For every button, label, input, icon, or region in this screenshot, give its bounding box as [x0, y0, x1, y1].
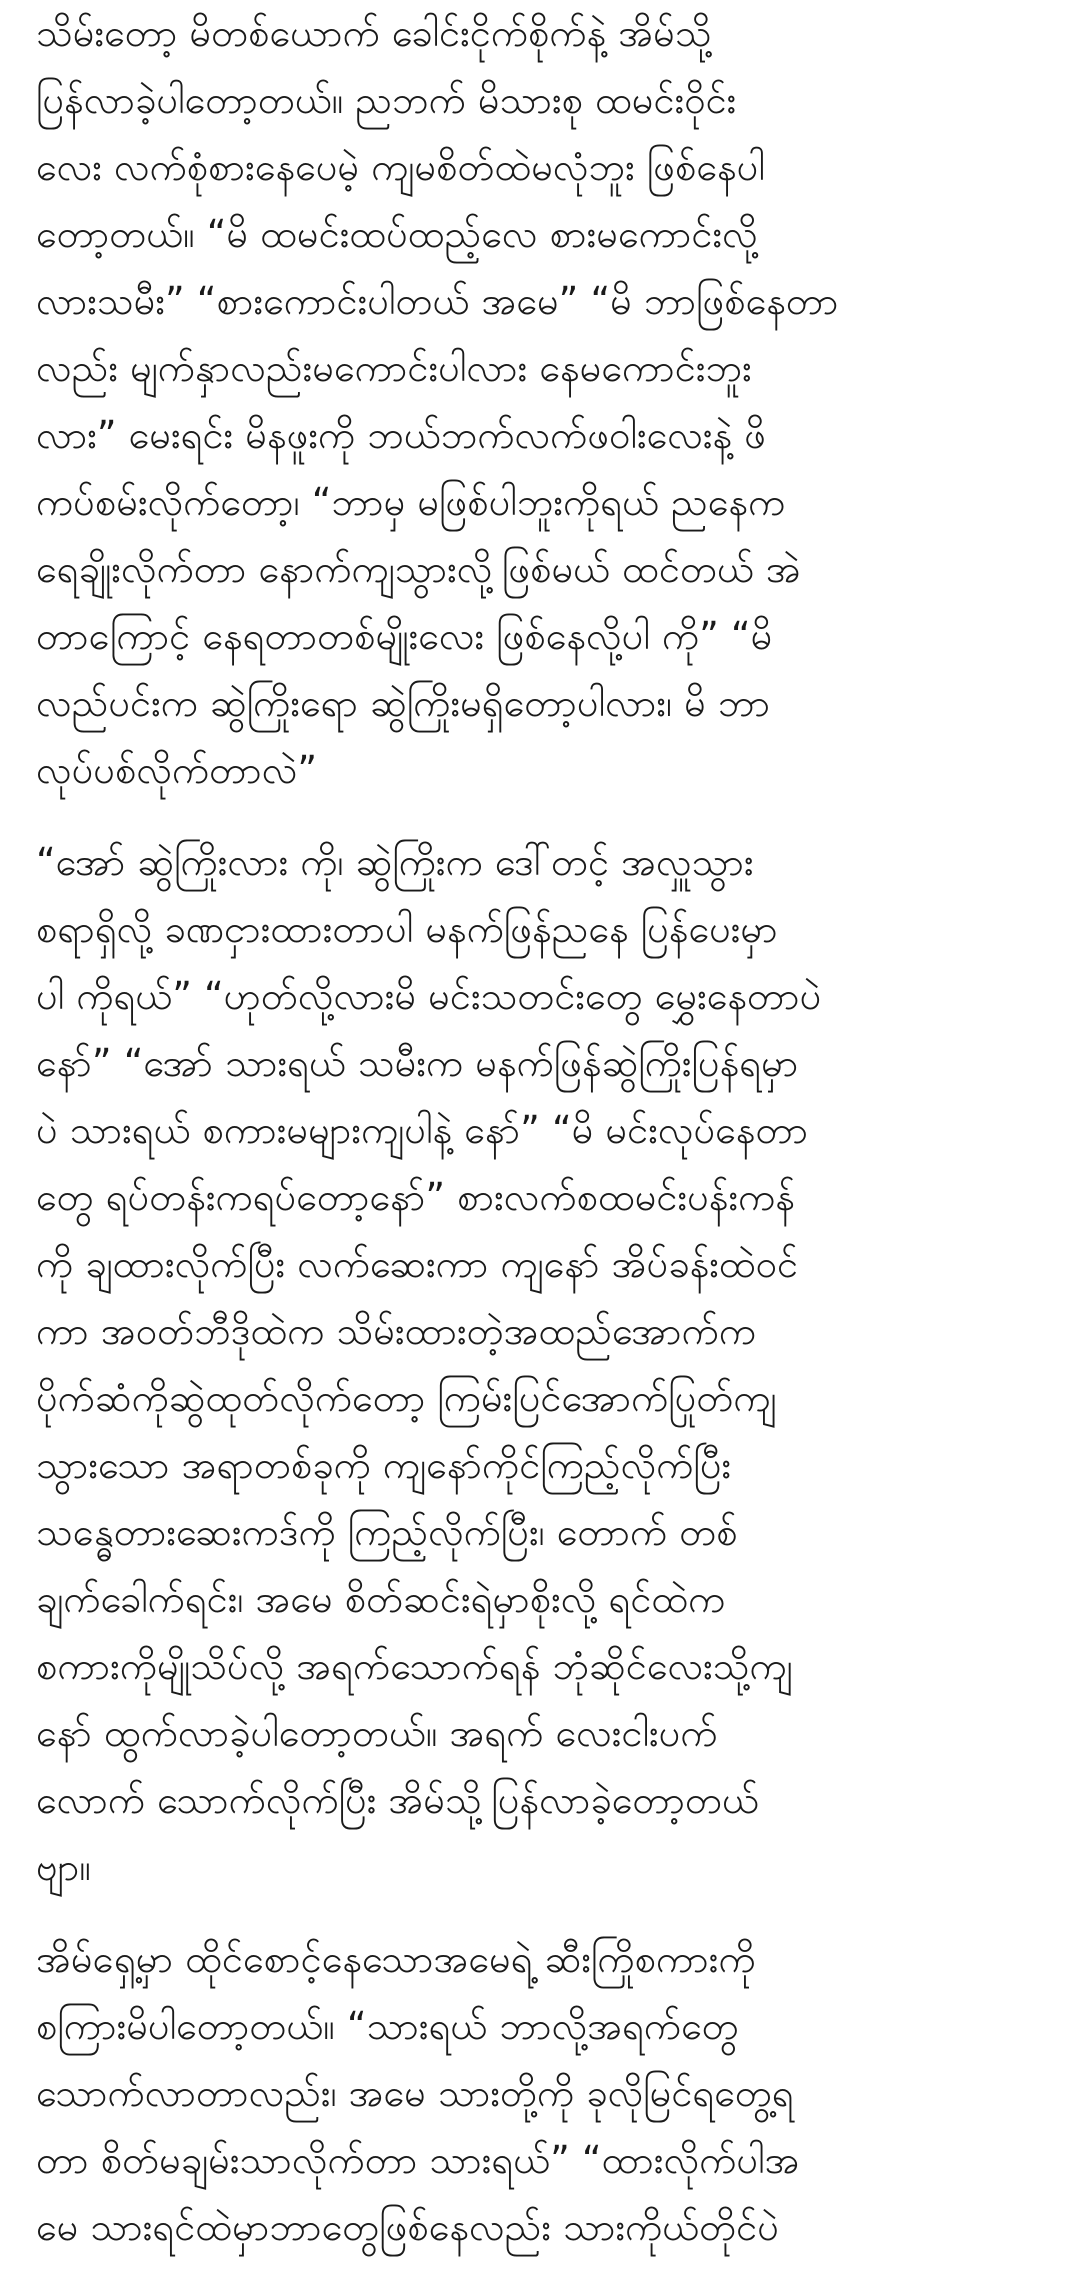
text-line: တော့တယ်။ “မိ ထမင်းထပ်ထည့်လေ စားမကောင်းလို့ [36, 212, 758, 256]
text-line: “အော် ဆွဲကြိုးလား ကို၊ ဆွဲကြိုးက ဒေါ်တင့် အလှူသွား [36, 840, 754, 884]
text-line: နော် ထွက်လာခဲ့ပါတော့တယ်။ အရက် လေးငါးပက် [36, 1711, 718, 1755]
text-line: လောက် သောက်လိုက်ပြီး အိမ်သို့ပြန်လာခဲ့တော့တယ် [36, 1778, 759, 1822]
text-line: စကြားမိပါတော့တယ်။ “သားရယ် ဘာလို့အရက်တွေ [36, 2004, 739, 2048]
text-line: တာ စိတ်မချမ်းသာလိုက်တာ သားရယ်” “ထားလိုက်ပါအ [36, 2138, 800, 2182]
text-line: သန္ဓေတားဆေးကဒ်ကို ကြည့်လိုက်ပြီး၊ တောက် တစ် [36, 1510, 738, 1554]
story-paragraph-3 [36, 1926, 1050, 2261]
story-paragraph-2 [36, 829, 1050, 1901]
text-line: တွေ ရပ်တန်းကရပ်တော့နော်” စားလက်စထမင်းပန်းကန် [36, 1175, 795, 1219]
text-line: မေ သားရင်ထဲမှာဘာတွေဖြစ်နေလည်း သားကိုယ်တိုင်ပဲ [36, 2205, 779, 2249]
text-line: ကပ်စမ်းလိုက်တော့၊ “ဘာမှ မဖြစ်ပါဘူးကိုရယ် ညနေက [36, 480, 786, 524]
text-line: သွားသော အရာတစ်ခုကို ကျနော်ကိုင်ကြည့်လိုက်ပြီး [36, 1443, 732, 1487]
text-line: ပဲ သားရယ် စကားမများကျပါနဲ့ နော်” “မိ မင်းလုပ်နေတာ [36, 1108, 809, 1152]
text-line: ဗျာ။ [36, 1845, 91, 1889]
text-line: ကာ အဝတ်ဘီဒိုထဲက သိမ်းထားတဲ့အထည်အောက်က [36, 1309, 756, 1353]
text-line: ပြန်လာခဲ့ပါတော့တယ်။ ညဘက် မိသားစု ထမင်းဝိုင်း [36, 78, 737, 122]
text-line: စကားကိုမျိုသိပ်လို့ အရက်သောက်ရန် ဘုံဆိုင်လေးသို့ကျ [36, 1644, 793, 1688]
text-line: အိမ်ရှေ့မှာ ထိုင်စောင့်နေသောအမေရဲ့ ဆီးကြိုစကားကို [36, 1937, 756, 1981]
text-line: လား” မေးရင်း မိနဖူးကို ဘယ်ဘက်လက်ဖဝါးလေးနဲ့ ဖိ [36, 413, 766, 457]
text-line: တာကြောင့် နေရတာတစ်မျိုးလေး ဖြစ်နေလို့ပါ ကို” “မိ [36, 614, 773, 658]
text-line: ချက်ခေါက်ရင်း၊ အမေ စိတ်ဆင်းရဲမှာစိုးလို့ ရင်ထဲက [36, 1577, 726, 1621]
text-line: လားသမီး” “စားကောင်းပါတယ် အမေ” “မိ ဘာဖြစ်နေတာ [36, 279, 839, 323]
text-line: နော်” “အော် သားရယ် သမီးက မနက်ဖြန်ဆွဲကြိုးပြန်ရမှာ [36, 1041, 799, 1085]
text-line: လေး လက်စုံစားနေပေမဲ့ ကျမစိတ်ထဲမလုံဘူး ဖြစ်နေပါ [36, 145, 765, 189]
text-line: သိမ်းတော့ မိတစ်ယောက် ခေါင်းငိုက်စိုက်နဲ့ အိမ်သို့ [36, 11, 712, 55]
text-line: ရေချိုးလိုက်တာ နောက်ကျသွားလို့ဖြစ်မယ် ထင်တယ် အဲ [36, 547, 801, 591]
text-line: လုပ်ပစ်လိုက်တာလဲ” [36, 748, 318, 792]
text-line: သောက်လာတာလည်း၊ အမေ သားတို့ကို ခုလိုမြင်ရတွေ့ရ [36, 2071, 794, 2115]
text-line: ကို ချထားလိုက်ပြီး လက်ဆေးကာ ကျနော် အိပ်ခန်းထဲဝင် [36, 1242, 799, 1286]
text-line: ပါ ကိုရယ်” “ဟုတ်လို့လားမိ မင်းသတင်းတွေ မွှေးနေတာပဲ [36, 974, 822, 1018]
text-line: စရာရှိလို့ ခဏငှားထားတာပါ မနက်ဖြန်ညနေ ပြန်ပေးမှာ [36, 907, 778, 951]
story-paragraph-1 [36, 0, 1050, 804]
text-line: လည်း မျက်နှာလည်းမကောင်းပါလား နေမကောင်းဘူး [36, 346, 752, 390]
text-line: လည်ပင်းက ဆွဲကြိုးရော ဆွဲကြိုးမရှိတော့ပါလား၊ မိ ဘာ [36, 681, 771, 725]
text-line: ပိုက်ဆံကိုဆွဲထုတ်လိုက်တော့ ကြမ်းပြင်အောက်ပြုတ်ကျ [36, 1376, 777, 1420]
